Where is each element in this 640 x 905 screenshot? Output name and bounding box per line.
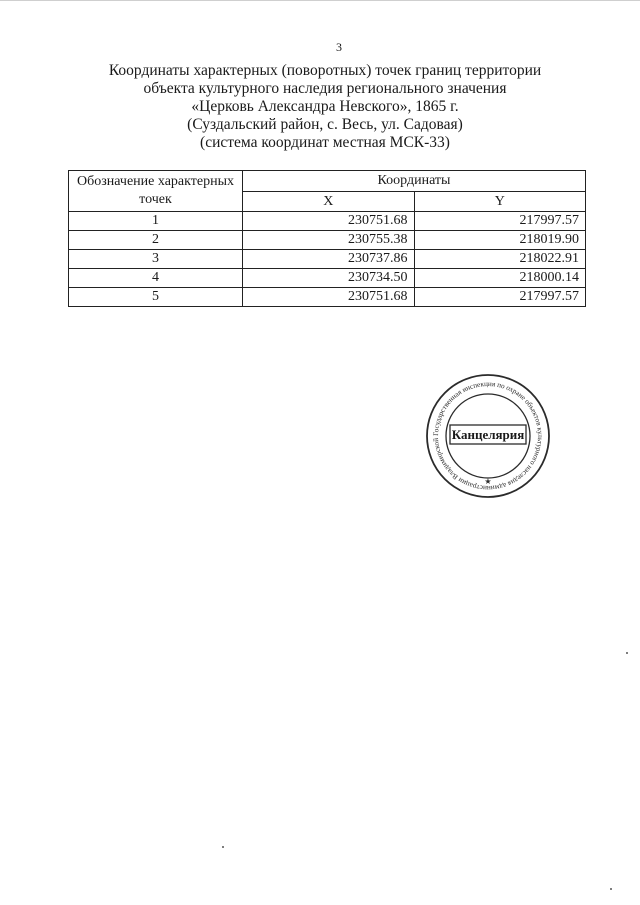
seal-star-icon: ★: [484, 477, 492, 486]
title-line-1: Координаты характерных (поворотных) точек границ территории: [108, 62, 542, 79]
title-line-3: «Церковь Александра Невского», 1865 г.: [191, 98, 459, 115]
point-id: 4: [69, 269, 243, 288]
table-row: [69, 212, 586, 231]
y-value: 218019.90: [414, 231, 586, 250]
x-value: 230751.68: [243, 212, 415, 231]
x-value: 230737.86: [243, 250, 415, 269]
point-id: 3: [69, 250, 243, 269]
x-value: 230755.38: [243, 231, 415, 250]
y-column-header: Y: [414, 192, 586, 212]
coordinates-header: Координаты: [243, 171, 586, 192]
scan-speck: [626, 652, 628, 654]
coordinates-table: [68, 170, 586, 307]
title-line-2: объекта культурного наследия регионального значения: [143, 80, 507, 97]
scan-speck: [610, 888, 612, 890]
scan-speck: [222, 846, 224, 848]
seal-ring-text: Государственная инспекция по охране объектов культурного наследия администрации Владимирской: [431, 379, 545, 493]
point-id: 5: [69, 288, 243, 307]
table-row: [69, 250, 586, 269]
point-column-header: Обозначение характерных точек: [69, 171, 243, 212]
x-column-header: X: [243, 192, 415, 212]
x-value: 230734.50: [243, 269, 415, 288]
page-number: 3: [336, 40, 342, 54]
y-value: 218022.91: [414, 250, 586, 269]
table-row: [69, 269, 586, 288]
table-row: [69, 231, 586, 250]
point-id: 2: [69, 231, 243, 250]
y-value: 217997.57: [414, 288, 586, 307]
title-line-5: (система координат местная МСК-33): [200, 134, 450, 151]
point-id: 1: [69, 212, 243, 231]
table-row: [69, 288, 586, 307]
y-value: 217997.57: [414, 212, 586, 231]
title-line-4: (Суздальский район, с. Весь, ул. Садовая): [187, 116, 463, 133]
office-seal-stamp: [424, 372, 552, 500]
x-value: 230751.68: [243, 288, 415, 307]
document-title: [100, 62, 550, 152]
scan-top-edge: [0, 0, 640, 1]
seal-center-text: Канцелярия: [451, 427, 525, 442]
y-value: 218000.14: [414, 269, 586, 288]
